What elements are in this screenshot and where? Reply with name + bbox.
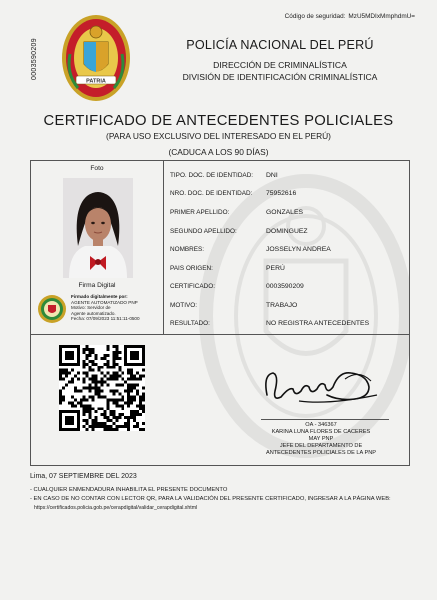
issue-date: Lima, 07 SEPTIEMBRE DEL 2023 bbox=[30, 473, 137, 480]
police-crest-logo bbox=[60, 14, 132, 106]
digital-seal-icon bbox=[37, 294, 67, 324]
field-value: PERÚ bbox=[266, 265, 285, 272]
certificate-subtitle: (PARA USO EXCLUSIVO DEL INTERESADO EN EL PERÚ) bbox=[106, 131, 331, 141]
note-qr-validation: - EN CASO DE NO CONTAR CON LECTOR QR, PARA LA VALIDACIÓN DEL PRESENTE CERTIFICADO, INGRESAR A LA PÁGINA WEB: bbox=[30, 496, 391, 502]
field-label: TIPO. DOC. DE IDENTIDAD: bbox=[170, 172, 254, 179]
digital-signature-line: AGENTE AUTOMATIZADO PNP bbox=[71, 299, 138, 305]
vertical-document-number-text: 0003590209 bbox=[31, 38, 38, 80]
field-value: GONZALES bbox=[266, 209, 304, 216]
certificate-data-box bbox=[30, 160, 410, 466]
signer-id: OA - 346367 bbox=[305, 422, 337, 428]
digital-signature-line: Motivo: Servidor de bbox=[71, 305, 111, 311]
field-value: 75952616 bbox=[266, 190, 297, 197]
institution-division: DIVISIÓN DE IDENTIFICACIÓN CRIMINALÍSTICA bbox=[182, 72, 378, 82]
security-code-value: MzU5MDIxMmphdmU= bbox=[348, 13, 415, 20]
institution-direction: DIRECCIÓN DE CRIMINALÍSTICA bbox=[213, 60, 347, 70]
field-label: CERTIFICADO: bbox=[170, 283, 215, 290]
column-divider bbox=[163, 161, 164, 335]
field-value: 0003590209 bbox=[266, 283, 304, 290]
digital-signature-details bbox=[71, 294, 163, 322]
digital-signature-line: Firmado digitalmente por: bbox=[71, 294, 128, 299]
security-code bbox=[285, 13, 415, 20]
svg-text:PATRIA: PATRIA bbox=[86, 78, 106, 85]
field-label: NOMBRES: bbox=[170, 246, 205, 253]
applicant-photo bbox=[63, 178, 133, 278]
field-label: SEGUNDO APELLIDO: bbox=[170, 228, 237, 235]
signature-line bbox=[261, 419, 389, 420]
signer-rank: MAY PNP bbox=[308, 436, 334, 442]
field-label: MOTIVO: bbox=[170, 302, 197, 309]
photo-label: Foto bbox=[90, 165, 104, 172]
qr-code bbox=[59, 345, 145, 431]
field-label: RESULTADO: bbox=[170, 320, 210, 327]
field-label: PAIS ORIGEN: bbox=[170, 265, 213, 272]
field-value: NO REGISTRA ANTECEDENTES bbox=[266, 320, 370, 327]
signer-department: ANTECEDENTES POLICIALES DE LA PNP bbox=[265, 450, 377, 456]
digital-signature-line: Agente automatizado. bbox=[71, 310, 116, 316]
field-label: NRO. DOC. DE IDENTIDAD: bbox=[170, 190, 253, 197]
field-value: DOMINGUEZ bbox=[266, 228, 308, 235]
field-value: TRABAJO bbox=[266, 302, 298, 309]
signer-position: JEFE DEL DEPARTAMENTO DE bbox=[279, 443, 363, 449]
institution-title: POLICÍA NACIONAL DEL PERÚ bbox=[186, 38, 374, 52]
vertical-document-number bbox=[31, 38, 43, 92]
handwritten-signature bbox=[259, 361, 389, 411]
certificate-validity: (CADUCA A LOS 90 DÍAS) bbox=[168, 147, 269, 157]
signer-name: KARINA LUNA FLORES DE CACERES bbox=[271, 429, 371, 435]
field-value: DNI bbox=[266, 172, 278, 179]
security-code-label: Código de seguridad: bbox=[284, 13, 346, 20]
section-divider bbox=[31, 334, 409, 335]
field-label: PRIMER APELLIDO: bbox=[170, 209, 230, 216]
note-amendment: - CUALQUIER ENMENDADURA INHABILITA EL PRESENTE DOCUMENTO bbox=[30, 487, 228, 493]
digital-signature-label: Firma Digital bbox=[78, 282, 116, 289]
field-value: JOSSELYN ANDREA bbox=[266, 246, 331, 253]
certificate-title: CERTIFICADO DE ANTECEDENTES POLICIALES bbox=[43, 113, 394, 129]
validation-url: https://certificados.policia.gob.pe/cerapdigital/validar_cerapdigital.xhtml bbox=[34, 505, 198, 511]
digital-signature-line: Fecha: 07/09/2023 11:51:11-0500 bbox=[71, 316, 140, 322]
